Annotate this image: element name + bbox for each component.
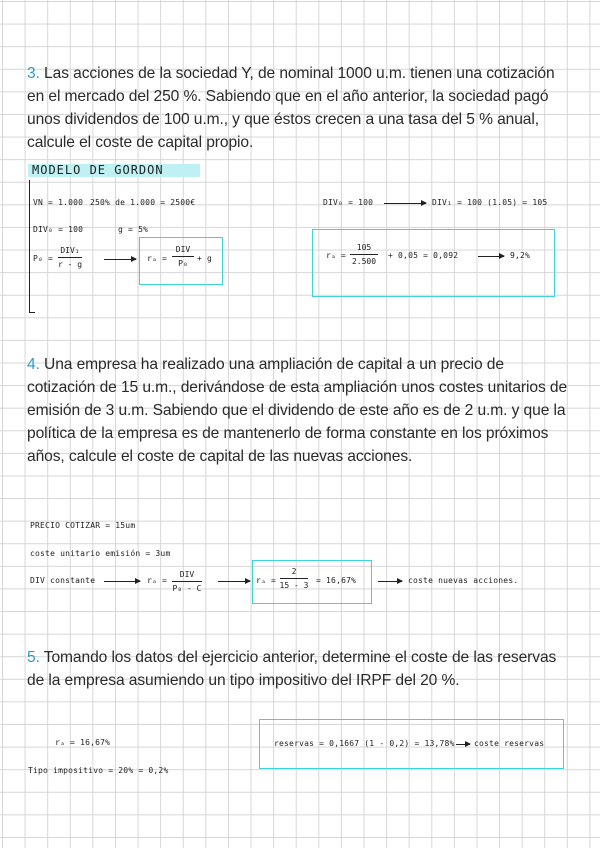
p0-denominator: r - g [57,260,83,269]
ra-plus-g: + g [197,254,213,263]
arrow-icon [104,259,136,260]
reserves-cost: coste reservas [474,739,545,748]
result-denominator: 2.500 [351,257,377,266]
ra-label: rₐ = [147,254,168,263]
arrow-icon [378,581,402,582]
result-rest: + 0,05 = 0,092 [388,251,459,260]
ra2-numerator: 2 [291,567,297,576]
problem-4-number: 4. [27,356,40,373]
ra-fraction-4 [172,570,202,594]
arrow-icon [218,581,250,582]
result-numerator: 105 [356,243,372,252]
result-box-3 [312,229,555,297]
ra2-denominator: 15 - 3 [279,581,309,590]
ra-value-5: rₐ = 16,67% [55,738,111,747]
arrow-icon [384,203,426,204]
problem-3-number: 3. [27,65,40,82]
p0-fraction [58,246,82,270]
result-label: rₐ = [326,251,347,260]
div0-right: DIV₀ = 100 [323,198,374,207]
ra4-denominator: P₀ - C [172,584,202,593]
reserves-calc: reservas = 0,1667 (1 - 0,2) = 13,78% [274,739,455,748]
problem-3-text: Las acciones de la sociedad Y, de nominal 1000 u.m. tienen una cotización en el mercado del 250 %. Sabiendo que en el año anterior, la sociedad pagó unos dividendos de 100 u.m., y que éstos crecen a una tasa del 5 % anual, calcule el coste de capital propio. [27,65,555,151]
unit-cost-line: coste unitario emisión = 3um [30,549,171,558]
ra-label-4: rₐ = [147,576,168,585]
ra-numerator: DIV [175,245,191,254]
arrow-icon [104,581,140,582]
div0-value: DIV₀ = 100 [33,225,84,234]
tax-rate: Tipo impositivo = 20% = 0,2% [28,766,169,775]
problem-4-text: Una empresa ha realizado una ampliación de capital a un precio de cotización de 15 u.m., derivándose de esta ampliación unos costes unitarios de emisión de 3 u.m. Sabiendo que el dividendo de este año es de 2 u.m. y que la política de la empresa es de mantenerlo de forma constante en los próximos años, calcule el coste de capital de las nuevas acciones. [27,356,568,465]
problem-5-text: Tomando los datos del ejercicio anterior, determine el coste de las reservas de la empresa asumiendo un tipo impositivo del IRPF del 20 %. [27,649,557,689]
arrow-icon [456,744,470,745]
quote-calc: 250% de 1.000 = 2500€ [90,198,196,207]
left-bracket [29,180,30,313]
problem-5-statement [27,646,572,692]
price-line: PRECIO COTIZAR = 15um [30,521,136,530]
ra2-fraction [280,567,308,591]
new-shares-cost: coste nuevas acciones. [408,576,519,585]
result-final: 9,2% [510,251,531,260]
problem-4-statement [27,353,572,468]
bracket-foot [29,312,35,313]
nominal-value: VN = 1.000 [33,198,84,207]
p0-numerator: DIV₁ [60,246,80,255]
ra-denominator: P₀ [178,259,188,268]
div-constant: DIV constante [30,576,96,585]
gordon-model-title: MODELO DE GORDON [32,163,164,177]
result-fraction [350,243,378,267]
ra-fraction [172,245,194,269]
arrow-icon [478,256,504,257]
p0-label: P₀ = [33,254,54,263]
ra2-result: = 16,67% [316,576,357,585]
growth-rate: g = 5% [118,225,149,234]
problem-5-number: 5. [27,649,40,666]
problem-3-statement [27,62,572,154]
div1-right: DIV₁ = 100 (1.05) = 105 [432,198,548,207]
ra4-numerator: DIV [179,570,195,579]
ra2-label: rₐ = [256,576,277,585]
